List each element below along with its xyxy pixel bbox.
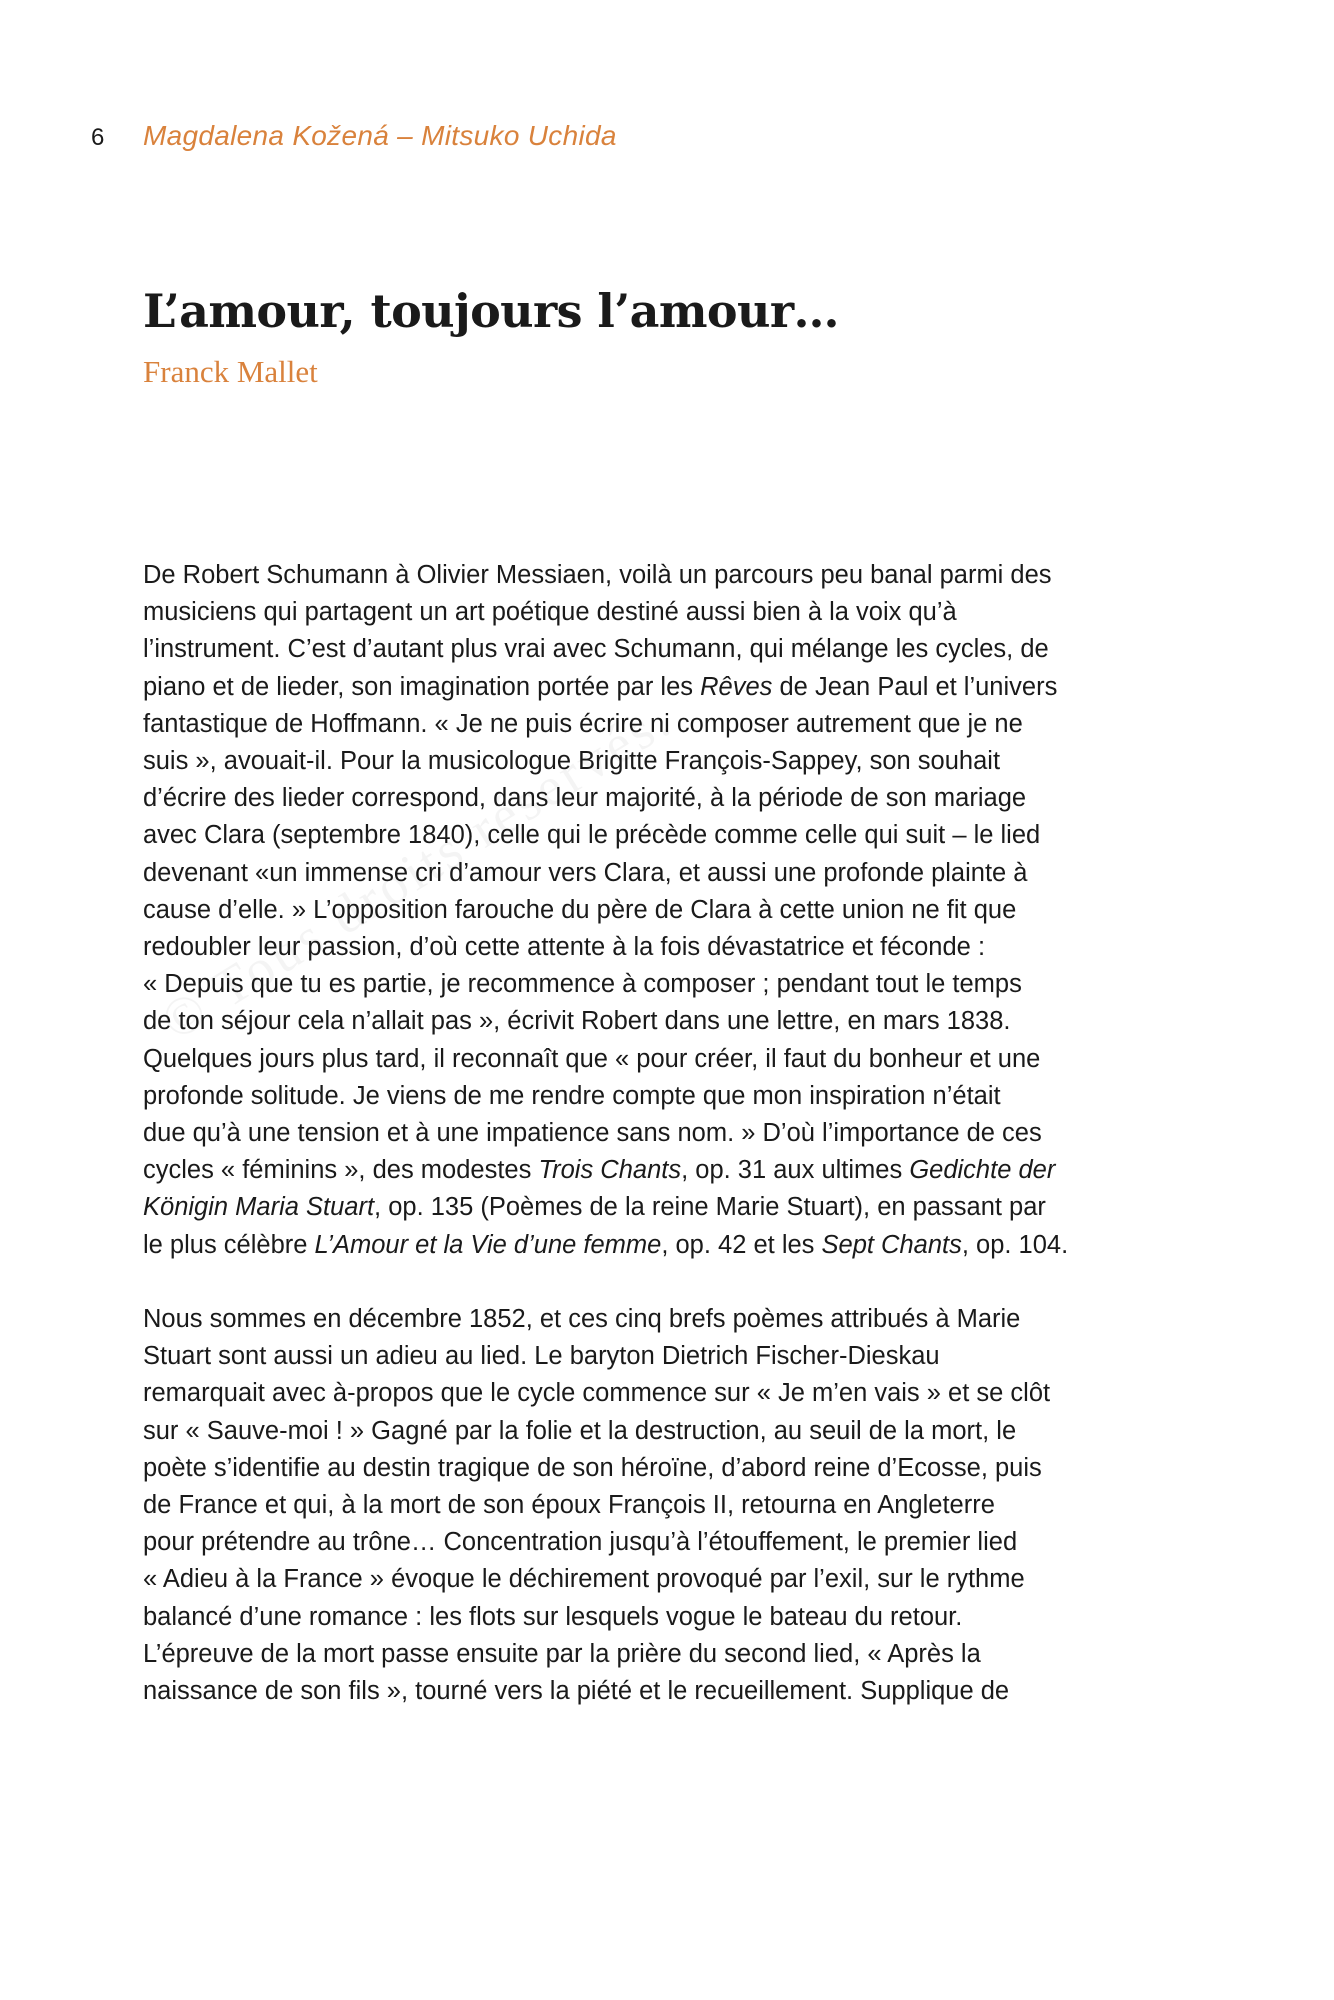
text-run: devenant «un immense cri d’amour vers Clara, et aussi une profonde plainte à [143, 858, 1028, 887]
text-line [143, 966, 1203, 1003]
text-run: naissance de son fils », tourné vers la piété et le recueillement. Supplique de [143, 1677, 1010, 1706]
text-run: cycles « féminins », des modestes [143, 1156, 539, 1185]
text-run: sur « Sauve-moi ! » Gagné par la folie et la destruction, au seuil de la mort, le [143, 1416, 1017, 1445]
text-line [143, 1636, 1203, 1673]
italic-title-run: Königin Maria Stuart [143, 1193, 375, 1222]
text-line [143, 1450, 1203, 1487]
text-run: redoubler leur passion, d’où cette attente à la fois dévastatrice et féconde : [143, 933, 986, 962]
body-paragraph [143, 557, 1203, 1264]
text-run: de Jean Paul et l’univers [772, 672, 1058, 701]
text-run: piano et de lieder, son imagination portée par les [143, 672, 701, 701]
text-run: balancé d’une romance : les flots sur lesquels vogue le bateau du retour. [143, 1602, 963, 1631]
text-line [143, 631, 1203, 668]
body-paragraph [143, 1301, 1203, 1710]
text-line [143, 669, 1203, 706]
text-line [143, 557, 1203, 594]
text-run: le plus célèbre [143, 1230, 315, 1259]
italic-title-run: L’Amour et la Vie d’une femme [314, 1230, 662, 1259]
text-run: De Robert Schumann à Olivier Messiaen, voilà un parcours peu banal parmi des [143, 561, 1052, 589]
text-run: Stuart sont aussi un adieu au lied. Le baryton Dietrich Fischer-Dieskau [143, 1342, 940, 1371]
text-line [143, 594, 1203, 631]
text-run: , op. 31 aux ultimes [681, 1156, 910, 1185]
text-run: poète s’identifie au destin tragique de son héroïne, d’abord reine d’Ecosse, puis [143, 1453, 1042, 1482]
running-header [91, 120, 617, 156]
text-run: L’épreuve de la mort passe ensuite par la prière du second lied, « Après la [143, 1639, 981, 1668]
article-body [143, 557, 1203, 1747]
text-run: cause d’elle. » L’opposition farouche du père de Clara à cette union ne fit que [143, 895, 1017, 924]
text-run: de ton séjour cela n’allait pas », écrivit Robert dans une lettre, en mars 1838. [143, 1007, 1011, 1036]
text-run: musiciens qui partagent un art poétique destiné aussi bien à la voix qu’à [143, 598, 957, 627]
text-run: avec Clara (septembre 1840), celle qui le précède comme celle qui suit – le lied [143, 821, 1041, 850]
text-run: « Adieu à la France » évoque le déchirement provoqué par l’exil, sur le rythme [143, 1565, 1025, 1594]
text-line [143, 1524, 1203, 1561]
text-run: , op. 104. [961, 1230, 1069, 1259]
text-run: , op. 135 (Poèmes de la reine Marie Stuart), en passant par [374, 1193, 1046, 1222]
text-run: , op. 42 et les [661, 1230, 822, 1259]
text-line [143, 1413, 1203, 1450]
text-run: de France et qui, à la mort de son époux François II, retourna en Angleterre [143, 1491, 995, 1520]
text-run: suis », avouait-il. Pour la musicologue Brigitte François-Sappey, son souhait [143, 747, 1001, 776]
text-line [143, 1227, 1203, 1264]
text-line [143, 855, 1203, 892]
text-line [143, 929, 1203, 966]
text-line [143, 1673, 1203, 1710]
text-line [143, 1301, 1203, 1338]
text-run: l’instrument. C’est d’autant plus vrai avec Schumann, qui mélange les cycles, de [143, 635, 1049, 664]
text-run: fantastique de Hoffmann. « Je ne puis écrire ni composer autrement que je ne [143, 709, 1023, 738]
text-run: Quelques jours plus tard, il reconnaît que « pour créer, il faut du bonheur et une [143, 1044, 1041, 1073]
text-line [143, 1041, 1203, 1078]
text-line [143, 706, 1203, 743]
text-line [143, 1487, 1203, 1524]
text-run: remarquait avec à-propos que le cycle commence sur « Je m’en vais » et se clôt [143, 1379, 1051, 1408]
running-title: Magdalena Kožená – Mitsuko Uchida [143, 120, 617, 151]
text-line [143, 743, 1203, 780]
text-line [143, 892, 1203, 929]
text-run: profonde solitude. Je viens de me rendre compte que mon inspiration n’était [143, 1081, 1001, 1110]
page-number: 6 [91, 124, 105, 151]
italic-title-run: Trois Chants [538, 1156, 682, 1185]
text-run: Nous sommes en décembre 1852, et ces cinq brefs poèmes attribués à Marie [143, 1305, 1021, 1334]
text-line [143, 1115, 1203, 1152]
italic-title-run: Rêves [700, 672, 773, 701]
text-line [143, 1599, 1203, 1636]
italic-title-run: Gedichte der [909, 1156, 1056, 1185]
article-author: Franck Mallet [143, 354, 318, 389]
text-run: due qu’à une tension et à une impatience sans nom. » D’où l’importance de ces [143, 1119, 1042, 1148]
text-line [143, 1078, 1203, 1115]
text-run: d’écrire des lieder correspond, dans leur majorité, à la période de son mariage [143, 784, 1027, 813]
text-run: pour prétendre au trône… Concentration jusqu’à l’étouffement, le premier lied [143, 1528, 1018, 1557]
text-line [143, 1189, 1203, 1226]
italic-title-run: Sept Chants [821, 1230, 962, 1259]
text-line [143, 817, 1203, 854]
text-line [143, 1338, 1203, 1375]
text-line [143, 1152, 1203, 1189]
text-line [143, 780, 1203, 817]
article-title: L’amour, toujours l’amour… [143, 284, 839, 338]
text-line [143, 1375, 1203, 1412]
text-line [143, 1003, 1203, 1040]
text-run: « Depuis que tu es partie, je recommence à composer ; pendant tout le temps [143, 970, 1022, 999]
text-line [143, 1561, 1203, 1598]
